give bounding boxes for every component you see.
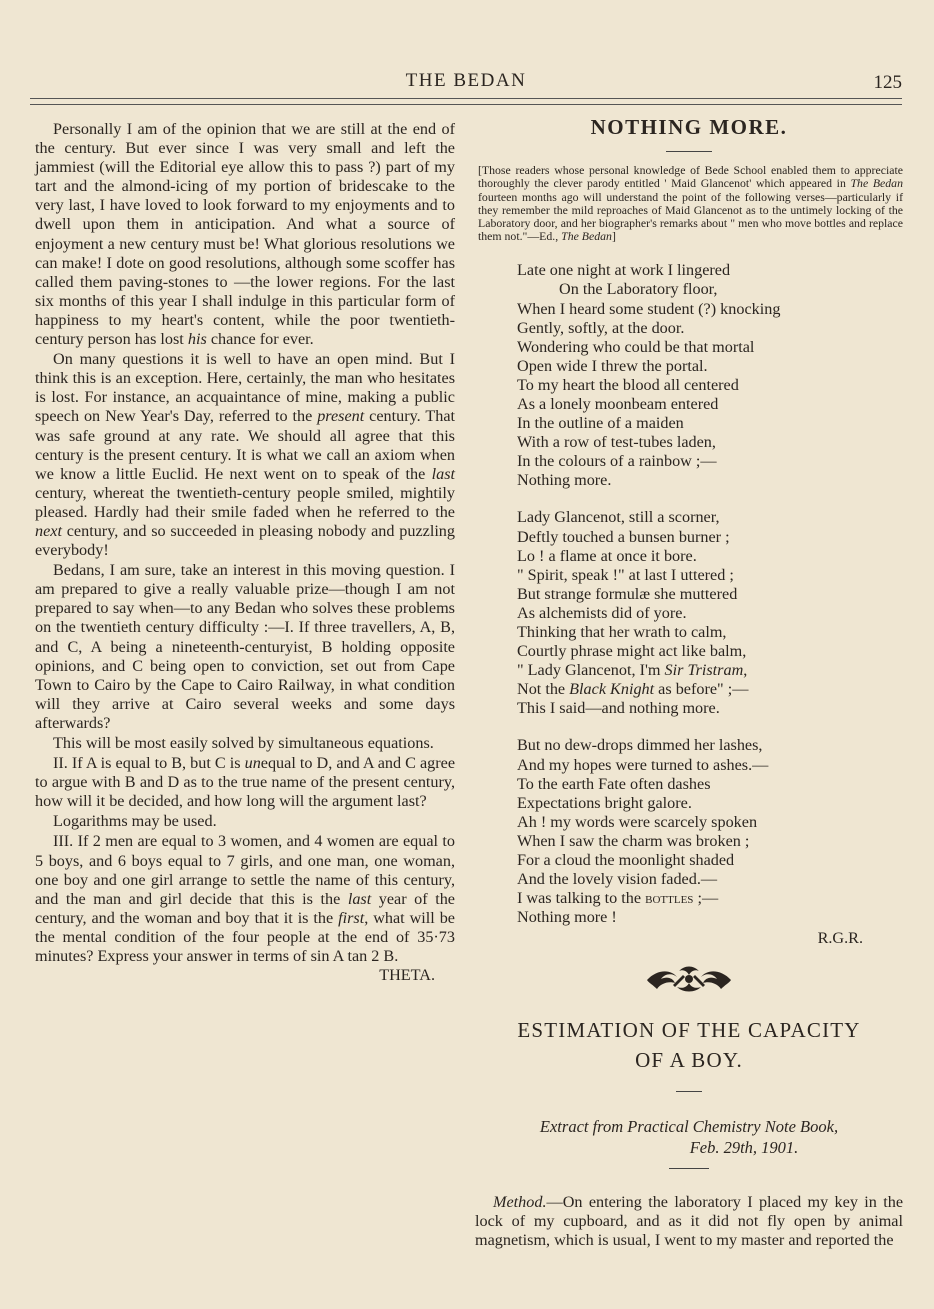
text-run: Open wide I threw the portal. <box>517 356 708 375</box>
poem-stanza <box>517 508 903 718</box>
text-run: This I said—and nothing more. <box>517 699 720 718</box>
text-run: To my heart the blood all centered <box>517 375 739 394</box>
text-run: II. If A is equal to B, but C is <box>53 754 245 773</box>
extract-rule <box>669 1168 709 1169</box>
text-run: bottles <box>645 889 694 908</box>
text-run: equal to D, and A and C agree to argue with B and D as to the true name of the present century, how will it be decided, and how long will the argument last? <box>35 754 456 811</box>
italic-text: Black Knight <box>569 680 655 699</box>
text-run: Ah ! my words were scarcely spoken <box>517 812 758 831</box>
essay-paragraph <box>35 754 455 811</box>
text-run: To the earth Fate often dashes <box>517 774 711 793</box>
text-run: Lo ! a flame at once it bore. <box>517 546 697 565</box>
text-run: In the colours of a rainbow ;— <box>517 452 717 471</box>
poem-line <box>517 261 903 280</box>
text-run: as before" ;— <box>654 680 749 699</box>
text-run: As a lonely moonbeam entered <box>517 394 719 413</box>
text-run: But no dew-drops dimmed her lashes, <box>517 736 763 755</box>
text-run: When I saw the charm was broken ; <box>517 831 750 850</box>
text-run: year of the century, and the woman and boy that it is the <box>35 889 455 927</box>
article-title <box>475 1015 903 1075</box>
header-rule-top <box>30 98 902 99</box>
essay-signature: THETA. <box>379 966 435 985</box>
poem-line <box>517 794 903 813</box>
essay-paragraph <box>35 812 455 831</box>
italic-text: Method. <box>493 1192 547 1211</box>
text-run: For a cloud the moonlight shaded <box>517 851 735 870</box>
text-run: Courtly phrase might act like balm, <box>517 642 747 661</box>
text-run: ;— <box>693 889 719 908</box>
poem-title: NOTHING MORE. <box>590 115 788 139</box>
article-title-line-2: OF A BOY. <box>635 1047 743 1072</box>
poem-line <box>517 547 903 566</box>
italic-text: his <box>187 330 207 349</box>
text-run: century, whereat the twentieth-century people smiled, mightily pleased. Hardly had their smile faded when he referred to the <box>35 483 455 521</box>
poem-line <box>517 832 903 851</box>
poem-line <box>517 680 903 699</box>
text-run: Nothing more. <box>517 471 612 490</box>
italic-text: present <box>317 407 365 426</box>
text-run: Not the <box>517 680 570 699</box>
text-run: Nothing more ! <box>517 908 617 927</box>
italic-text: last <box>431 464 455 483</box>
text-run: This will be most easily solved by simultaneous equations. <box>53 734 434 752</box>
text-run: On the Laboratory floor, <box>559 280 718 299</box>
poem-line <box>517 642 903 661</box>
poem-line <box>517 623 903 642</box>
essay-paragraph <box>35 561 455 733</box>
poem-line <box>517 756 903 775</box>
journal-title: THE BEDAN <box>405 70 527 91</box>
poem-line <box>517 528 903 547</box>
italic-text: The Bedan <box>561 229 612 244</box>
italic-text: un <box>244 754 261 773</box>
text-run: fourteen months ago will understand the point of the following verses—particularly if they remember the mild reproaches of Maid Glancenot as to the untimely locking of the Laboratory door, and her biographer's remarks about " men who move bottles and replace them not."—Ed., <box>478 189 903 244</box>
text-run: Wondering who could be that mortal <box>517 337 755 356</box>
poem-line <box>517 699 903 718</box>
right-column <box>475 115 903 1250</box>
poem <box>517 261 903 927</box>
poem-line <box>517 280 903 299</box>
text-run: And my hopes were turned to ashes.— <box>517 755 769 774</box>
extract-source: Extract from Practical Chemistry Note Book, <box>539 1116 839 1136</box>
poem-stanza <box>517 261 903 490</box>
poem-line <box>517 452 903 471</box>
text-run: chance for ever. <box>206 330 314 349</box>
text-run: , <box>743 661 748 680</box>
poem-line <box>517 319 903 338</box>
poem-line <box>517 851 903 870</box>
poem-line <box>517 908 903 927</box>
poem-line <box>517 508 903 527</box>
text-run: [Those readers whose personal knowledge of Bede School enabled them to appreciate thoroughly the clever parody entitled ' Maid Glancenot' which appeared in <box>478 163 903 191</box>
poem-line <box>517 813 903 832</box>
article-rule <box>676 1091 702 1092</box>
text-run: Logarithms may be used. <box>53 812 217 831</box>
editor-note <box>478 164 903 243</box>
italic-text: Sir Tristram <box>664 661 744 680</box>
title-rule <box>666 151 712 152</box>
poem-line <box>517 736 903 755</box>
text-run: Gently, softly, at the door. <box>517 318 685 337</box>
italic-text: The Bedan <box>850 176 903 191</box>
poem-line <box>517 566 903 585</box>
text-run: Expectations bright galore. <box>517 793 692 812</box>
text-run: , what will be the mental condition of the four people at the end of 35·73 minutes? Express your answer in terms of sin A tan 2 B. <box>35 908 455 966</box>
extract-heading <box>475 1116 903 1158</box>
text-run: century, and so succeeded in pleasing nobody and puzzling everybody! <box>35 521 455 560</box>
text-run: " Spirit, speak !" at last I uttered ; <box>517 565 734 584</box>
text-run: " Lady Glancenot, I'm <box>517 661 665 680</box>
poem-line <box>517 433 903 452</box>
poem-stanza <box>517 736 903 927</box>
header-rule-bottom <box>30 104 902 105</box>
text-run: Bedans, I am sure, take an interest in this moving question. I am prepared to give a really valuable prize—though I am not prepared to say when—to any Bedan who solves these problems on the twentieth century difficulty :—I. If three travellers, A, B, and C, A being a nineteenth-centuryist, B holding opposite opinions, and C being open to conviction, set out from Cape Town to Cairo by the Cape to Cairo Railway, in what condition will they arrive at Cairo several weeks and some days afterwards? <box>35 561 455 732</box>
page-number: 125 <box>873 72 902 93</box>
poem-line <box>517 300 903 319</box>
poem-line <box>517 775 903 794</box>
poem-line <box>517 585 903 604</box>
ornament-flourish-icon <box>643 963 735 997</box>
text-run: —On entering the laboratory I placed my key in the lock of my cupboard, and as it did not fly open by animal magnetism, which is usual, I went to my master and reported the <box>475 1192 903 1249</box>
text-run: III. If 2 men are equal to 3 women, and 4 women are equal to 5 boys, and 6 boys equal to 7 girls, and one man, one woman, one boy and one girl arrange to settle the name of this century, and the man and girl decide that this is the <box>35 832 455 908</box>
poem-line <box>517 395 903 414</box>
poem-line <box>517 376 903 395</box>
poem-line <box>517 471 903 490</box>
text-run: And the lovely vision faded.— <box>517 870 718 889</box>
poem-line <box>517 357 903 376</box>
essay-paragraph <box>35 350 455 560</box>
italic-text: next <box>35 521 62 540</box>
essay-paragraph <box>35 832 455 966</box>
essay-body <box>35 120 455 966</box>
text-run: In the outline of a maiden <box>517 414 684 433</box>
extract-date: Feb. 29th, 1901. <box>689 1137 799 1157</box>
text-run: century. That was safe ground at any rate. We should all agree that this century is the present century. It is what we call an axiom when we know a little Euclid. He next went on to speak of the <box>35 407 456 483</box>
article-title-line-1: ESTIMATION OF THE CAPACITY <box>517 1017 861 1042</box>
text-run: Late one night at work I lingered <box>517 261 731 280</box>
text-run: When I heard some student (?) knocking <box>517 299 781 318</box>
poem-line <box>517 870 903 889</box>
essay-paragraph <box>35 734 455 753</box>
poem-line <box>517 414 903 433</box>
text-run: As alchemists did of yore. <box>517 603 687 622</box>
italic-text: last <box>347 889 372 908</box>
text-run: I was talking to the <box>517 889 646 908</box>
poem-signature: R.G.R. <box>817 929 863 948</box>
poem-line <box>517 889 903 908</box>
text-run: On many questions it is well to have an open mind. But I think this is an exception. Here, certainly, the man who hesitates is lost. For instance, an acquaintance of mine, making a public speech on New Year's Day, referred to the <box>35 350 455 426</box>
text-run: Deftly touched a bunsen burner ; <box>517 527 730 546</box>
text-run: Personally I am of the opinion that we are still at the end of the century. But ever since I was very small and left the jammiest (will the Editorial eye allow this to pass ?) part of my tart and the almond-icing of my portion of bridescake to the very last, I have loved to look forward to my enjoyments and to dwell upon them in anticipation. And what a source of enjoyment a new century must be! What glorious resolutions we can make! I dote on good resolutions, although some scoffer has called them paving-stones to —the lower regions. For the last six months of this year I shall indulge in this particular form of happiness to my heart's content, while the poor twentieth-century person has lost <box>35 120 455 349</box>
method-section <box>475 1193 903 1250</box>
italic-text: first <box>338 908 365 927</box>
method-paragraph <box>475 1193 903 1250</box>
text-run: Thinking that her wrath to calm, <box>517 623 727 641</box>
left-column <box>35 120 455 985</box>
poem-line <box>517 338 903 357</box>
essay-paragraph <box>35 120 455 349</box>
text-run: ] <box>611 229 616 244</box>
text-run: With a row of test-tubes laden, <box>517 433 716 452</box>
poem-line <box>517 604 903 623</box>
running-header <box>30 70 902 92</box>
poem-line <box>517 661 903 680</box>
text-run: Lady Glancenot, still a scorner, <box>517 508 720 527</box>
text-run: But strange formulæ she muttered <box>517 584 738 603</box>
